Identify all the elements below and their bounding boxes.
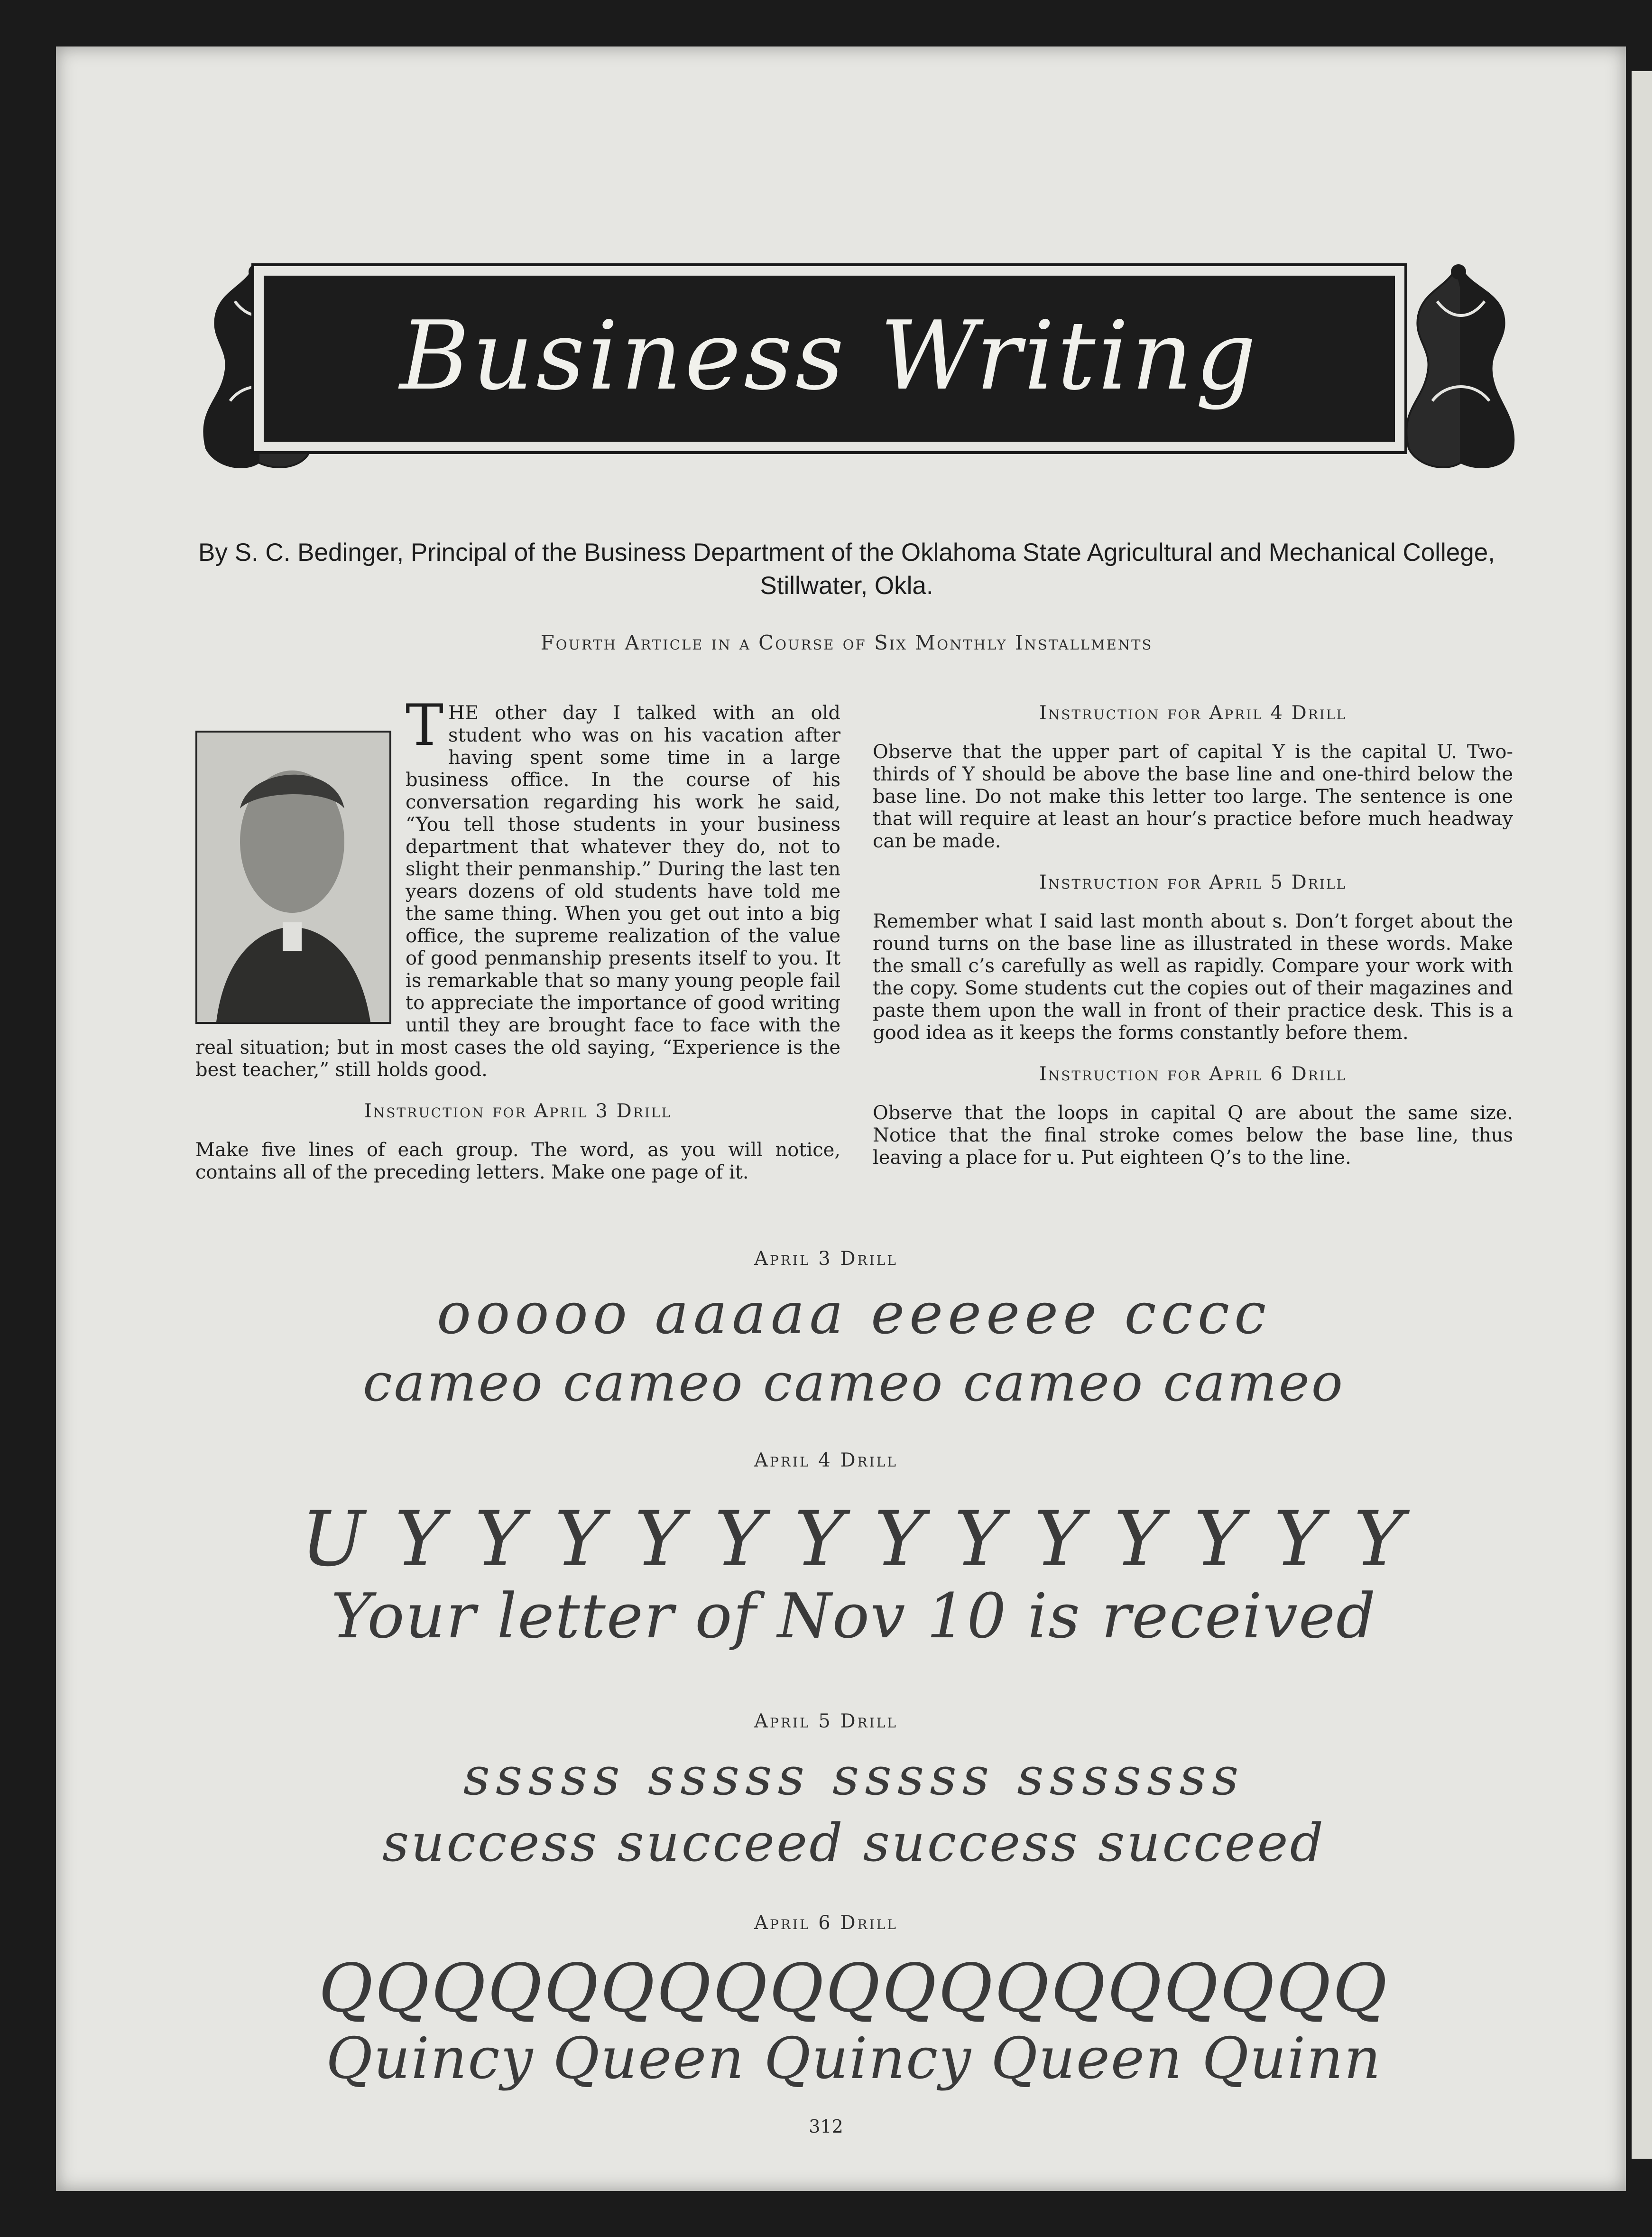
drill-line: sssss sssss sssss sssssss [463, 1746, 1245, 1807]
page-title: Business Writing [399, 301, 1259, 411]
section-body-april-3: Make five lines of each group. The word, as you will notice, contains all of the preceding letters. Make one page of it. [195, 1139, 840, 1183]
section-heading-april-6: Instruction for April 6 Drill [1039, 1063, 1347, 1085]
drill-line: success succeed success succeed [382, 1812, 1326, 1873]
section-body-april-4: Observe that the upper part of capital Y is the capital U. Two-thirds of Y should be above the base line and one-third below the base line. Do not make this letter too large. The sentence is one that will require at least an hour’s practice before much headway can be made. [873, 741, 1513, 852]
art-nouveau-ornament-right [1390, 259, 1527, 482]
section-heading-april-4: Instruction for April 4 Drill [1039, 702, 1347, 724]
drill-line: ooooo aaaaa eeeeee cccc [436, 1281, 1271, 1347]
article-subtitle: Fourth Article in a Course of Six Monthly Installments [540, 631, 1153, 654]
drill-line: U Y Y Y Y Y Y Y Y Y Y Y Y Y [301, 1494, 1407, 1583]
author-photo [195, 731, 391, 1024]
title-banner-fill [264, 276, 1395, 442]
drill-caption-april-6: April 6 Drill [754, 1912, 898, 1934]
drill-caption-april-5: April 5 Drill [754, 1710, 898, 1732]
drill-line: cameo cameo cameo cameo cameo [363, 1352, 1345, 1413]
drop-cap: T [406, 693, 444, 759]
portrait-image [197, 733, 389, 1022]
byline: By S. C. Bedinger, Principal of the Business Department of the Oklahoma State Agricultural and Mechanical College, Stillwater, Okla. [198, 538, 1495, 600]
section-body-april-5: Remember what I said last month about s. Don’t forget about the round turns on the base line as illustrated in these words. Make the small c’s carefully as well as rapidly. Compare your work with the copy. Some students cut the copies out of their magazines and paste them upon the wall in front of their practice desk. This is a good idea as it keeps the forms constantly before them. [873, 910, 1513, 1044]
left-column [195, 693, 840, 1184]
drill-line: Quincy Queen Quincy Queen Quinn [326, 2026, 1382, 2092]
section-heading-april-3: Instruction for April 3 Drill [364, 1100, 672, 1122]
drill-caption-april-4: April 4 Drill [754, 1449, 898, 1471]
drill-line: QQQQQQQQQQQQQQQQQQQ [318, 1950, 1389, 2027]
section-heading-april-5: Instruction for April 5 Drill [1039, 872, 1347, 893]
title-banner [251, 263, 1407, 454]
right-column [873, 702, 1513, 1169]
facing-page-edge [1632, 71, 1652, 2159]
drill-caption-april-3: April 3 Drill [754, 1248, 898, 1270]
intro-paragraph: HE other day I talked with an old student who was on his vacation after having spent some time in a large business office. In the course of his conversation regarding his work he said, “You tell those students in your business department that whatever they do, not to slight their penmanship.” During the last ten years dozens of old students have told me the same thing. When you get out into a big office, the supreme realization of the value of good penmanship presents itself to you. It is remarkable that so many young people fail to appreciate the importance of good writing until they are brought face to face with the real situation; but in most cases the old saying, “Experience is the best teacher,” still holds good. [195, 702, 840, 1081]
page-number: 312 [809, 2116, 843, 2137]
drill-line: Your letter of Nov 10 is received [331, 1580, 1377, 1652]
section-body-april-6: Observe that the loops in capital Q are about the same size. Notice that the final stroke comes below the base line, thus leaving a place for u. Put eighteen Q’s to the line. [873, 1102, 1513, 1169]
